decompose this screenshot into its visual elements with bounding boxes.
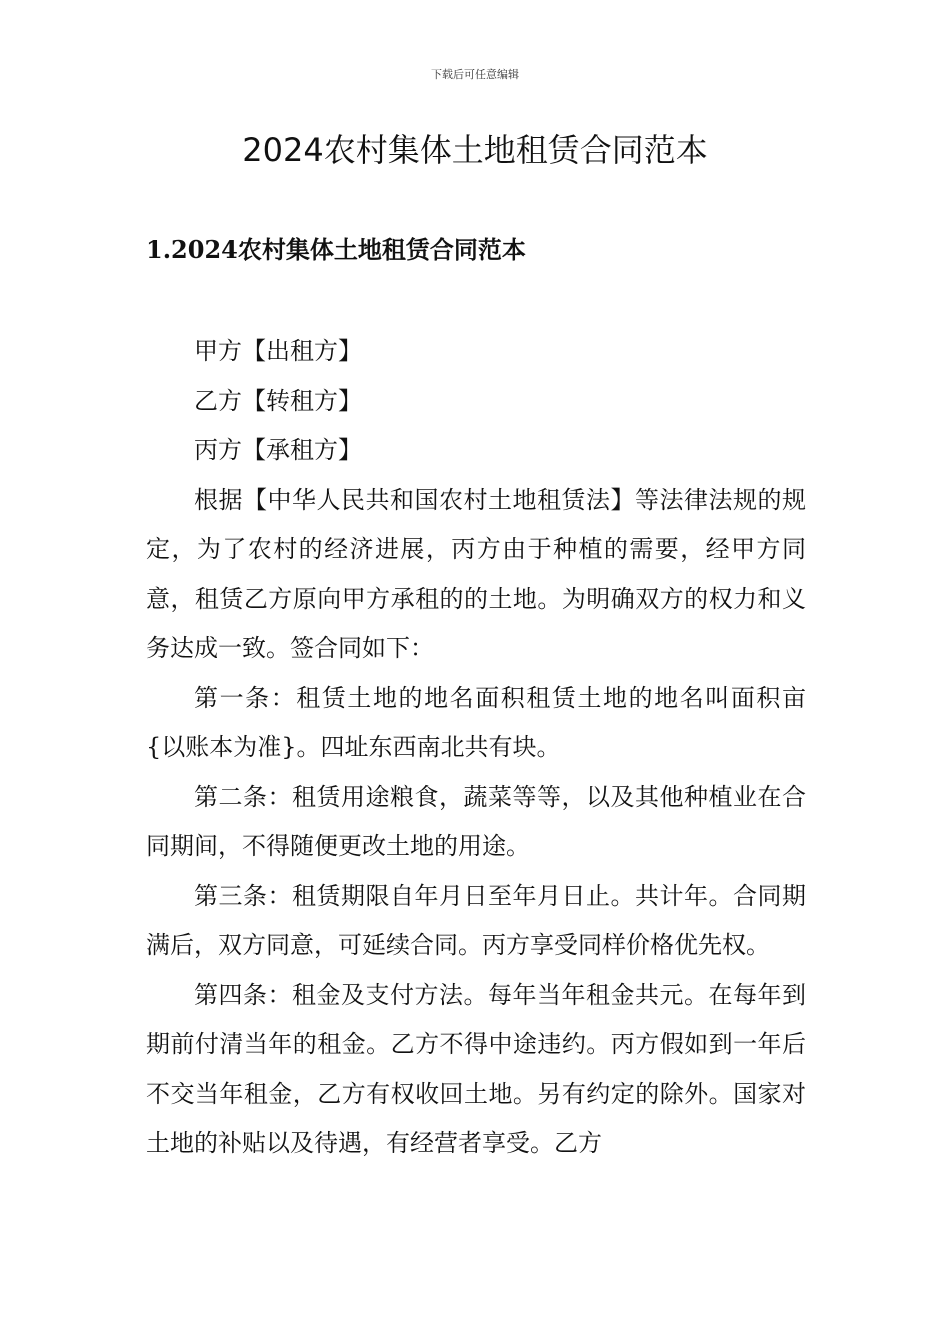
article-2-paragraph: 第二条：租赁用途粮食，蔬菜等等，以及其他种植业在合同期间，不得随便更改土地的用途。 — [146, 782, 806, 860]
preamble-paragraph: 根据【中华人民共和国农村土地租赁法】等法律法规的规定，为了农村的经济进展，丙方由于种植的需要，经甲方同意，租赁乙方原向甲方承租的的土地。为明确双方的权力和义务达成一致。签合同如下： — [146, 485, 806, 662]
party-b-line: 乙方【转租方】 — [194, 386, 362, 415]
document-body — [146, 327, 806, 1169]
section-heading: 1.2024农村集体土地租赁合同范本 — [146, 235, 526, 264]
party-c-line: 丙方【承租方】 — [194, 436, 362, 464]
article-4-paragraph: 第四条：租金及支付方法。每年当年租金共元。在每年到期前付清当年的租金。乙方不得中途违约。丙方假如到一年后不交当年租金，乙方有权收回土地。另有约定的除外。国家对土地的补贴以及待遇，有经营者享受。乙方 — [146, 980, 806, 1157]
party-a-line: 甲方【出租方】 — [194, 337, 362, 365]
article-3-paragraph: 第三条：租赁期限自年月日至年月日止。共计年。合同期满后，双方同意，可延续合同。丙方享受同样价格优先权。 — [146, 881, 806, 959]
article-1-paragraph: 第一条：租赁土地的地名面积租赁土地的地名叫面积亩{以账本为准}。四址东西南北共有块。 — [146, 683, 806, 761]
header-note: 下载后可任意编辑 — [431, 68, 519, 81]
document-title: 2024农村集体土地租赁合同范本 — [242, 131, 708, 169]
